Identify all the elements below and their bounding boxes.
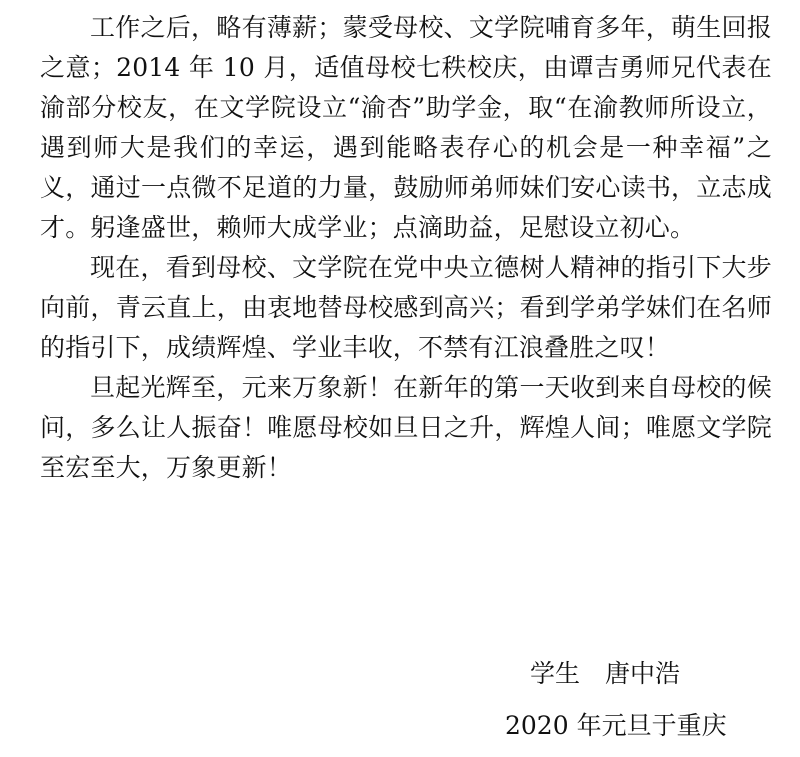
paragraph-3: 旦起光辉至，元来万象新！在新年的第一天收到来自母校的候问，多么让人振奋！唯愿母校如旦日之升，辉煌人间；唯愿文学院至宏至大，万象更新！ xyxy=(40,373,772,482)
paragraph-1: 工作之后，略有薄薪；蒙受母校、文学院哺育多年，萌生回报之意；2014 年 10 月，适值母校七秩校庆，由谭吉勇师兄代表在渝部分校友，在文学院设立“渝杏”助学金，取“在渝教师所设立，遇到师大是我们的幸运，遇到能略表存心的机会是一种幸福”之义，通过一点微不足道的力量，鼓励师弟师妹们安心读书，立志成才。躬逢盛世，赖师大成学业；点滴助益，足慰设立初心。 xyxy=(40,13,772,242)
signature-date: 2020 年元旦于重庆 xyxy=(505,711,727,740)
signature-author: 学生 唐中浩 xyxy=(530,659,681,688)
paragraph-2: 现在，看到母校、文学院在党中央立德树人精神的指引下大步向前，青云直上，由衷地替母校感到高兴；看到学弟学妹们在名师的指引下，成绩辉煌、学业丰收，不禁有江浪叠胜之叹！ xyxy=(40,253,772,362)
